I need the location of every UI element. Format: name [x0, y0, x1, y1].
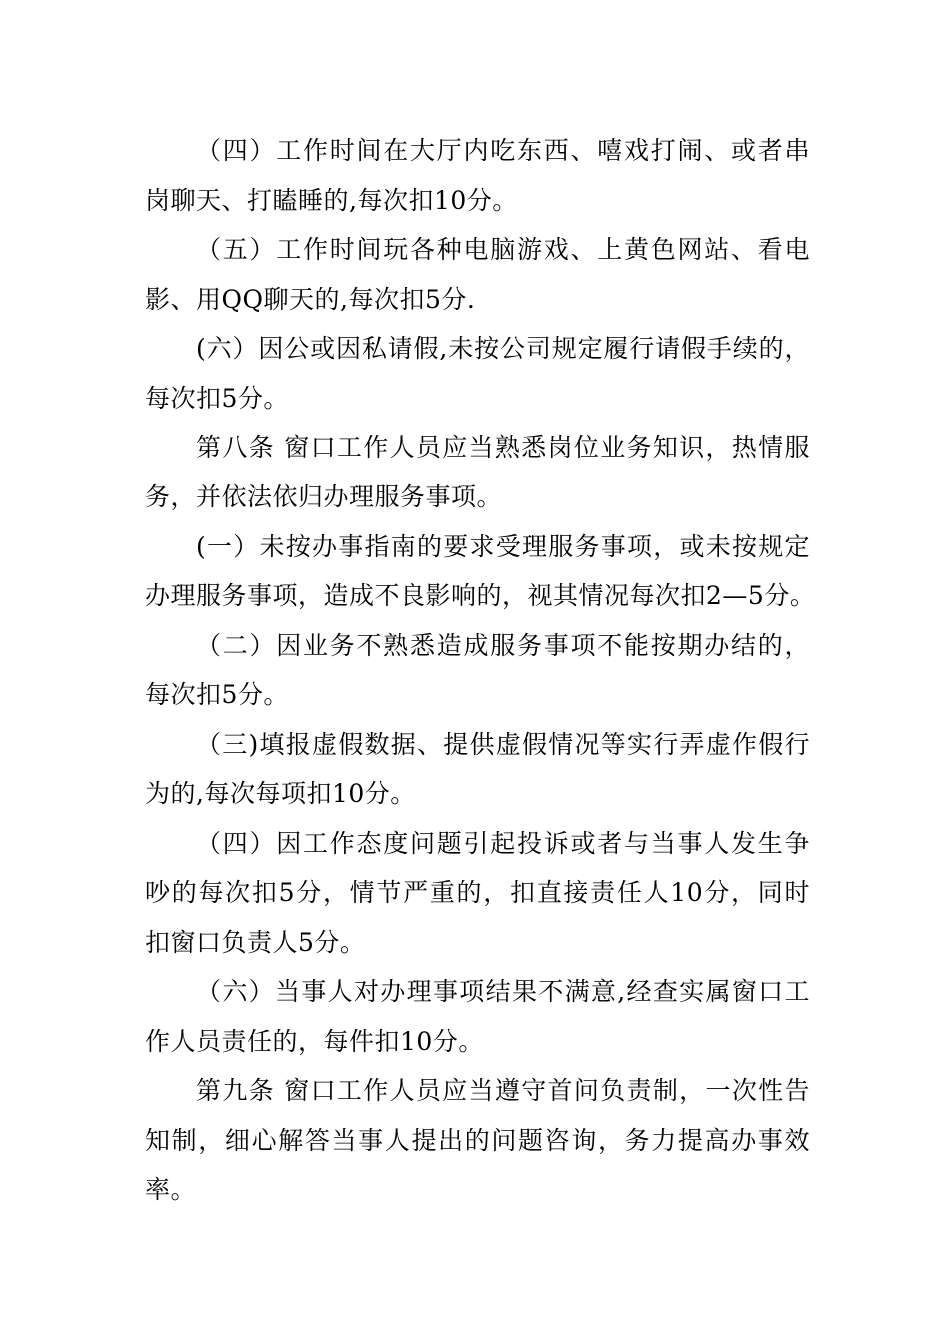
- paragraph-line: 影、用QQ聊天的,每次扣5分.: [145, 285, 476, 314]
- paragraph-line: 率。: [145, 1175, 197, 1204]
- paragraph-line: 为的,每次每项扣10分。: [145, 779, 416, 808]
- paragraph-line: （五）工作时间玩各种电脑游戏、上黄色网站、看电: [196, 235, 810, 264]
- paragraph-line: 第九条 窗口工作人员应当遵守首问负责制，一次性告: [196, 1076, 810, 1105]
- paragraph-line: （四）工作时间在大厅内吃东西、嘻戏打闹、或者串: [196, 136, 810, 165]
- paragraph-line: 知制，细心解答当事人提出的问题咨询，务力提高办事效: [145, 1126, 810, 1155]
- paragraph-line: 扣窗口负责人5分。: [145, 928, 366, 957]
- paragraph-line: （六）当事人对办理事项结果不满意,经查实属窗口工: [196, 977, 810, 1006]
- paragraph-line: (六）因公或因私请假,未按公司规定履行请假手续的，: [196, 334, 810, 363]
- paragraph-line: 办理服务事项，造成不良影响的，视其情况每次扣2—5分。: [145, 581, 816, 610]
- paragraph-line: 第八条 窗口工作人员应当熟悉岗位业务知识，热情服: [196, 433, 810, 462]
- paragraph-line: 吵的每次扣5分，情节严重的，扣直接责任人10分，同时: [145, 878, 810, 907]
- paragraph-line: 岗聊天、打瞌睡的,每次扣10分。: [145, 186, 518, 215]
- paragraph-line: 每次扣5分。: [145, 384, 289, 413]
- paragraph-line: （二）因业务不熟悉造成服务事项不能按期办结的，: [196, 631, 810, 660]
- paragraph-line: （四）因工作态度问题引起投诉或者与当事人发生争: [196, 829, 810, 858]
- paragraph-line: (一）未按办事指南的要求受理服务事项，或未按规定: [196, 532, 810, 561]
- paragraph-line: （三)填报虚假数据、提供虚假情况等实行弄虚作假行: [196, 730, 810, 759]
- paragraph-line: 每次扣5分。: [145, 680, 289, 709]
- paragraph-line: 务，并依法依归办理服务事项。: [145, 482, 503, 511]
- paragraph-line: 作人员责任的，每件扣10分。: [145, 1027, 484, 1056]
